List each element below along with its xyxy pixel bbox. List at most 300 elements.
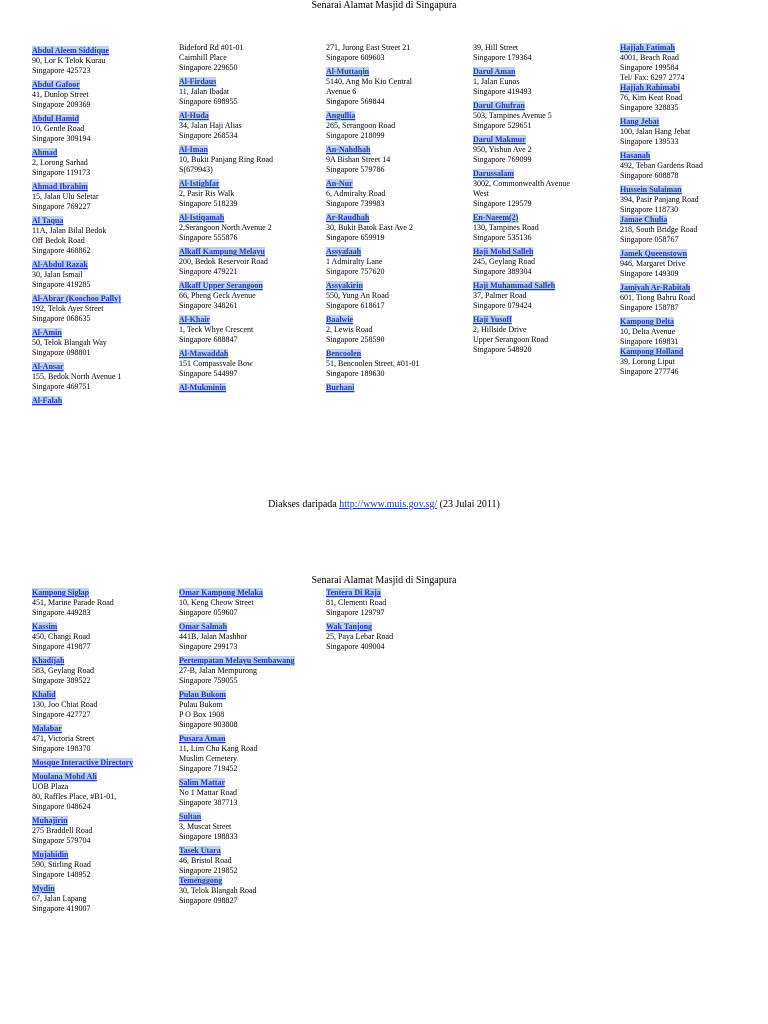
mosque-entry <box>179 622 295 652</box>
address-line: Singapore 198833 <box>179 832 238 841</box>
address-line: 6, Admiralty Road <box>326 189 386 198</box>
mosque-entry <box>179 145 273 175</box>
address-line: Singapore 535136 <box>473 233 532 242</box>
mosque-entry <box>326 43 420 63</box>
mosque-entry <box>32 816 133 846</box>
address-line: Singapore 098801 <box>32 348 91 357</box>
address-line: Singapore 229650 <box>179 63 238 72</box>
page-title: Senarai Alamat Masjid di Singapura <box>311 575 457 586</box>
mosque-link-mujahidin[interactable]: Mujahidin <box>32 850 69 859</box>
address-line: 1, Jalan Eunos <box>473 77 520 86</box>
address-line: Muslim Cemetery <box>179 754 237 763</box>
address-line: 90, Lor K Telok Kurau <box>32 56 106 65</box>
mosque-entry <box>473 213 570 243</box>
source-date: (23 Julai 2011) <box>439 499 500 510</box>
address-line: Singapore 189630 <box>326 369 385 378</box>
address-line: 30, Telok Blangah Road <box>179 886 257 895</box>
address-line: 590, Stirling Road <box>32 860 91 869</box>
address-line: Singapore 518239 <box>179 199 238 208</box>
address-line: 34, Jalan Haji Alias <box>179 121 242 130</box>
address-line: 2,Serangoon North Avenue 2 <box>179 223 272 232</box>
address-line: Singapore 129797 <box>326 608 385 617</box>
mosque-entry <box>473 169 570 209</box>
mosque-link-mosque-interactive-directory[interactable]: Mosque Interactive Directory <box>32 758 134 767</box>
mosque-entry <box>179 588 295 618</box>
address-line: 583, Geylang Road <box>32 666 94 675</box>
mosque-link-al-abrar-koochoo-pally[interactable]: Al-Abrar (Koochoo Pally) <box>32 294 121 303</box>
address-line: Singapore 219852 <box>179 866 238 875</box>
mosque-entry <box>179 812 295 842</box>
mosque-link-muhajirin[interactable]: Muhajirin <box>32 816 68 825</box>
mosque-link-kampong-delta[interactable]: Kampong Delta <box>620 317 674 326</box>
address-line: Singapore 098827 <box>179 896 238 905</box>
source-prefix: Diakses daripada <box>268 499 337 510</box>
mosque-link-ahmad-ibrahim[interactable]: Ahmad Ibrahim <box>32 182 88 191</box>
mosque-link-temenggong[interactable]: Temenggong <box>179 876 223 885</box>
address-line: Upper Serangoon Road <box>473 335 549 344</box>
address-line: 2, Pasir Ris Walk <box>179 189 235 198</box>
address-line: Singapore 209369 <box>32 100 91 109</box>
mosque-link-pulau-bukom[interactable]: Pulau Bukom <box>179 690 226 699</box>
address-line: Singapore 389522 <box>32 676 91 685</box>
mosque-entry <box>620 215 703 245</box>
address-line: 192, Telok Ayer Street <box>32 304 104 313</box>
mosque-link-malabar[interactable]: Malabar <box>32 724 62 733</box>
source-note <box>0 499 768 511</box>
mosque-entry <box>473 281 570 311</box>
address-line: Singapore 299173 <box>179 642 238 651</box>
mosque-entry <box>179 43 273 73</box>
address-line: 100, Jalan Hang Jebat <box>620 127 691 136</box>
address-line: Singapore 698955 <box>179 97 238 106</box>
address-line: 11, Lim Chu Kang Road <box>179 744 258 753</box>
address-line: 37, Palmer Road <box>473 291 527 300</box>
mosque-entry <box>620 43 703 83</box>
address-line: 155, Bedok North Avenue 1 <box>32 372 122 381</box>
address-line: Singapore 618617 <box>326 301 385 310</box>
mosque-link-omar-kampong-melaka[interactable]: Omar Kampong Melaka <box>179 588 263 597</box>
column <box>179 588 295 906</box>
address-line: Singapore 277746 <box>620 367 679 376</box>
mosque-entry <box>473 43 570 63</box>
address-line: Singapore 328835 <box>620 103 679 112</box>
address-line: Singapore 449283 <box>32 608 91 617</box>
address-line: 946, Margaret Drive <box>620 259 686 268</box>
address-line: No 1 Mattar Road <box>179 788 237 797</box>
column <box>620 43 703 377</box>
address-line: 4001, Beach Road <box>620 53 679 62</box>
mosque-entry <box>32 46 121 76</box>
source-link[interactable]: http://www.muis.gov.sg/ <box>339 499 438 510</box>
mosque-link-abdul-aleem-siddique[interactable]: Abdul Aleem Siddique <box>32 46 109 55</box>
mosque-link-kampong-siglap[interactable]: Kampong Siglap <box>32 588 90 597</box>
address-line: Singapore 268534 <box>179 131 238 140</box>
mosque-link-jamiyah-ar-rabitah[interactable]: Jamiyah Ar-Rabitah <box>620 283 691 292</box>
mosque-link-darul-ghufran[interactable]: Darul Ghufran <box>473 101 525 110</box>
mosque-link-hajjah-rahimabi[interactable]: Hajjah Rahimabi <box>620 83 680 92</box>
address-line: Singapore 158787 <box>620 303 679 312</box>
mosque-link-kampong-holland[interactable]: Kampong Holland <box>620 347 684 356</box>
mosque-entry <box>473 101 570 131</box>
address-line: West <box>473 189 489 198</box>
address-line: Singapore 409004 <box>326 642 385 651</box>
mosque-link-burhani[interactable]: Burhani <box>326 383 355 392</box>
address-line: Singapore 529651 <box>473 121 532 130</box>
address-line: 66, Pheng Geck Avenue <box>179 291 256 300</box>
mosque-link-al-abdul-razak[interactable]: Al-Abdul Razak <box>32 260 88 269</box>
address-line: 81, Clementi Road <box>326 598 387 607</box>
mosque-link-assyafaah[interactable]: Assyafaah <box>326 247 362 256</box>
mosque-link-baalwie[interactable]: Baalwie <box>326 315 354 324</box>
address-line: Singapore 148952 <box>32 870 91 879</box>
address-line: Singapore 348261 <box>179 301 238 310</box>
mosque-link-darul-aman[interactable]: Darul Aman <box>473 67 516 76</box>
mosque-entry <box>32 260 121 290</box>
mosque-entry <box>32 622 133 652</box>
mosque-entry <box>473 135 570 165</box>
address-line: 151 Compassvale Bow <box>179 359 253 368</box>
address-line: 25, Paya Lebar Road <box>326 632 394 641</box>
address-line: Singapore 129579 <box>473 199 532 208</box>
mosque-entry <box>326 349 420 379</box>
address-line: Cairnhill Place <box>179 53 227 62</box>
mosque-link-al-amin[interactable]: Al-Amin <box>32 328 62 337</box>
address-line: 265, Serangoon Road <box>326 121 396 130</box>
mosque-link-al-mawaddah[interactable]: Al-Mawaddah <box>179 349 229 358</box>
mosque-link-sultan[interactable]: Sultan <box>179 812 202 821</box>
address-line: 10, Delta Avenue <box>620 327 676 336</box>
mosque-link-khadijah[interactable]: Khadijah <box>32 656 65 665</box>
mosque-entry <box>620 317 703 347</box>
mosque-entry <box>179 213 273 243</box>
mosque-link-hajjah-fatimah[interactable]: Hajjah Fatimah <box>620 43 675 52</box>
mosque-link-haji-mohd-salleh[interactable]: Haji Mohd Salleh <box>473 247 534 256</box>
mosque-entry <box>326 67 420 107</box>
mosque-entry <box>179 179 273 209</box>
address-line: 130, Tampines Road <box>473 223 539 232</box>
address-line: Singapore 903808 <box>179 720 238 729</box>
address-line: Bideford Rd #01-01 <box>179 43 244 52</box>
column <box>326 43 420 393</box>
address-line: Singapore 609603 <box>326 53 385 62</box>
address-line: UOB Plaza <box>32 782 69 791</box>
address-line: Singapore 579786 <box>326 165 385 174</box>
mosque-entry <box>620 347 703 377</box>
mosque-entry <box>326 588 393 618</box>
address-line: 271, Jurong East Street 21 <box>326 43 411 52</box>
address-line: 1 Admiralty Lane <box>326 257 383 266</box>
mosque-entry <box>179 734 295 774</box>
address-line: 30, Bukit Batok East Ave 2 <box>326 223 413 232</box>
mosque-entry <box>32 884 133 914</box>
address-line: 3002, Commonwealth Avenue <box>473 179 570 188</box>
address-line: Singapore 068635 <box>32 314 91 323</box>
mosque-entry <box>179 656 295 686</box>
mosque-link-jamek-queenstown[interactable]: Jamek Queenstown <box>620 249 687 258</box>
address-line: Pulau Bukom <box>179 700 223 709</box>
mosque-entry <box>620 283 703 313</box>
mosque-link-al-falah[interactable]: Al-Falah <box>32 396 63 405</box>
mosque-link-hasanah[interactable]: Hasanah <box>620 151 651 160</box>
address-line: Off Bedok Road <box>32 236 85 245</box>
address-line: 441B, Jalan Mashhor <box>179 632 248 641</box>
mosque-entry <box>473 315 570 355</box>
mosque-link-alkaff-kampung-melayu[interactable]: Alkaff Kampung Melayu <box>179 247 265 256</box>
mosque-entry <box>179 690 295 730</box>
mosque-entry <box>326 383 420 393</box>
address-line: Singapore 548920 <box>473 345 532 354</box>
mosque-entry <box>326 213 420 243</box>
address-line: Singapore 757620 <box>326 267 385 276</box>
mosque-link-darussalam[interactable]: Darussalam <box>473 169 514 178</box>
address-line: Singapore 419877 <box>32 642 91 651</box>
address-line: Singapore 169831 <box>620 337 679 346</box>
address-line: Singapore 419007 <box>32 904 91 913</box>
mosque-entry <box>620 117 703 147</box>
mosque-link-tasek-utara[interactable]: Tasek Utara <box>179 846 221 855</box>
mosque-link-ahmad[interactable]: Ahmad <box>32 148 58 157</box>
address-line: 10, Gentle Road <box>32 124 85 133</box>
page-title: Senarai Alamat Masjid di Singapura <box>311 0 457 11</box>
mosque-entry <box>326 281 420 311</box>
address-line: 2, Lewis Road <box>326 325 373 334</box>
address-line: 451, Marine Parade Road <box>32 598 114 607</box>
address-line: 39, Lorong Liput <box>620 357 675 366</box>
mosque-link-al-istighfar[interactable]: Al-Istighfar <box>179 179 220 188</box>
mosque-link-pusara-aman[interactable]: Pusara Aman <box>179 734 226 743</box>
mosque-entry <box>179 315 273 345</box>
mosque-entry <box>473 247 570 277</box>
address-line: 450, Changi Road <box>32 632 90 641</box>
address-line: S(679943) <box>179 165 213 174</box>
mosque-entry <box>32 656 133 686</box>
mosque-entry <box>326 179 420 209</box>
mosque-entry <box>179 383 273 393</box>
address-line: 76, Kim Keat Road <box>620 93 683 102</box>
address-line: Singapore 258590 <box>326 335 385 344</box>
mosque-link-hang-jebat[interactable]: Hang Jebat <box>620 117 660 126</box>
address-line: 46, Bristol Road <box>179 856 232 865</box>
address-line: 50, Telok Blangah Way <box>32 338 107 347</box>
address-line: Singapore 425723 <box>32 66 91 75</box>
address-line: 3, Muscat Street <box>179 822 232 831</box>
address-line: 51, Bencoolen Street, #01-01 <box>326 359 420 368</box>
mosque-link-an-nahdhah[interactable]: An-Nahdhah <box>326 145 371 154</box>
address-line: 601, Tiong Bahru Road <box>620 293 696 302</box>
address-line: Singapore 058767 <box>620 235 679 244</box>
mosque-link-al-firdaus[interactable]: Al-Firdaus <box>179 77 217 86</box>
mosque-link-abdul-hamid[interactable]: Abdul Hamid <box>32 114 79 123</box>
mosque-link-en-naeem-2[interactable]: En-Naeem(2) <box>473 213 519 222</box>
address-line: 492, Teban Gardens Road <box>620 161 703 170</box>
address-line: Singapore 149309 <box>620 269 679 278</box>
mosque-entry <box>32 588 133 618</box>
mosque-link-haji-muhammad-salleh[interactable]: Haji Muhammad Salleh <box>473 281 556 290</box>
mosque-entry <box>620 83 703 113</box>
mosque-link-khalid[interactable]: Khalid <box>32 690 56 699</box>
mosque-link-bencoolen[interactable]: Bencoolen <box>326 349 362 358</box>
address-line: Singapore 199584 <box>620 63 679 72</box>
mosque-link-al-iman[interactable]: Al-Iman <box>179 145 208 154</box>
address-line: 11, Jalan Ibadat <box>179 87 230 96</box>
mosque-entry <box>620 185 703 215</box>
mosque-entry <box>32 114 121 144</box>
mosque-link-darul-makmur[interactable]: Darul Makmur <box>473 135 526 144</box>
mosque-entry <box>620 249 703 279</box>
address-line: 275 Braddell Road <box>32 826 93 835</box>
column <box>32 43 121 406</box>
mosque-link-al-muttaqin[interactable]: Al-Muttaqin <box>326 67 370 76</box>
address-line: Singapore 179364 <box>473 53 532 62</box>
address-line: 1, Teck Whye Crescent <box>179 325 254 334</box>
mosque-link-tentera-di-raja[interactable]: Tentera Di Raja <box>326 588 381 597</box>
mosque-entry <box>326 622 393 652</box>
address-line: Singapore 419285 <box>32 280 91 289</box>
address-line: Singapore 139533 <box>620 137 679 146</box>
mosque-entry <box>32 724 133 754</box>
mosque-entry <box>32 80 121 110</box>
address-line: 67, Jalan Lapang <box>32 894 87 903</box>
mosque-entry <box>326 247 420 277</box>
address-line: 5140, Ang Mo Kio Central <box>326 77 412 86</box>
address-line: Singapore 389304 <box>473 267 532 276</box>
mosque-link-wak-tanjong[interactable]: Wak Tanjong <box>326 622 373 631</box>
address-line: 9A Bishan Street 14 <box>326 155 391 164</box>
mosque-entry <box>32 148 121 178</box>
mosque-link-an-nur[interactable]: An-Nur <box>326 179 353 188</box>
mosque-link-assyakirin[interactable]: Assyakirin <box>326 281 363 290</box>
address-line: 39, Hill Street <box>473 43 519 52</box>
mosque-link-haji-yusoff[interactable]: Haji Yusoff <box>473 315 512 324</box>
address-line: 10, Bukit Panjang Ring Road <box>179 155 273 164</box>
mosque-link-jamae-chulia[interactable]: Jamae Chulia <box>620 215 668 224</box>
mosque-entry <box>32 850 133 880</box>
mosque-entry <box>32 294 121 324</box>
address-line: 41, Dunlop Street <box>32 90 89 99</box>
address-line: Singapore 198370 <box>32 744 91 753</box>
mosque-entry <box>326 111 420 141</box>
page-2 <box>0 568 768 1024</box>
address-line: Singapore 739983 <box>326 199 385 208</box>
address-line: Singapore 579704 <box>32 836 91 845</box>
mosque-entry <box>32 396 121 406</box>
column <box>179 43 273 393</box>
address-line: Singapore 118730 <box>620 205 679 214</box>
mosque-entry <box>32 758 133 768</box>
address-line: 27-B, Jalan Mempurong <box>179 666 257 675</box>
mosque-link-al-taqua[interactable]: Al Taqua <box>32 216 64 225</box>
address-line: 10, Keng Cheow Street <box>179 598 254 607</box>
mosque-entry <box>620 151 703 181</box>
address-line: Singapore 218099 <box>326 131 385 140</box>
mosque-link-moulana-mohd-ali[interactable]: Moulana Mohd Ali <box>32 772 97 781</box>
mosque-entry <box>179 77 273 107</box>
mosque-link-al-khair[interactable]: Al-Khair <box>179 315 211 324</box>
address-line: 394, Pasir Panjang Road <box>620 195 699 204</box>
address-line: Singapore 059607 <box>179 608 238 617</box>
address-line: Singapore 719452 <box>179 764 238 773</box>
address-line: Tel/ Fax: 6297 2774 <box>620 73 685 82</box>
mosque-entry <box>32 362 121 392</box>
address-line: Singapore 387713 <box>179 798 238 807</box>
address-line: 245, Geylang Road <box>473 257 535 266</box>
address-line: Singapore 469751 <box>32 382 91 391</box>
column <box>326 588 393 652</box>
mosque-link-al-ansar[interactable]: Al-Ansar <box>32 362 64 371</box>
mosque-entry <box>179 846 295 876</box>
address-line: 503, Tampines Avenue 5 <box>473 111 552 120</box>
address-line: Singapore 544997 <box>179 369 238 378</box>
address-line: 2, Lorong Sarhad <box>32 158 88 167</box>
mosque-link-ar-raudhah[interactable]: Ar-Raudhah <box>326 213 370 222</box>
address-line: Singapore 479221 <box>179 267 238 276</box>
mosque-link-abdul-gafoor[interactable]: Abdul Gafoor <box>32 80 80 89</box>
address-line: 200, Bedok Reservoir Road <box>179 257 268 266</box>
mosque-link-salim-mattar[interactable]: Salim Mattar <box>179 778 225 787</box>
mosque-link-mydin[interactable]: Mydin <box>32 884 55 893</box>
address-line: 2, Hillside Drive <box>473 325 527 334</box>
address-line: Singapore 659919 <box>326 233 385 242</box>
mosque-entry <box>179 247 273 277</box>
mosque-entry <box>32 328 121 358</box>
mosque-link-hussein-sulaiman[interactable]: Hussein Sulaiman <box>620 185 682 194</box>
mosque-link-omar-salmah[interactable]: Omar Salmah <box>179 622 228 631</box>
address-line: Singapore 608878 <box>620 171 679 180</box>
mosque-entry <box>32 182 121 212</box>
mosque-entry <box>473 67 570 97</box>
address-line: Singapore 759055 <box>179 676 238 685</box>
address-line: 218, South Bridge Road <box>620 225 698 234</box>
address-line: 30, Jalan Ismail <box>32 270 83 279</box>
address-line: Singapore 309194 <box>32 134 91 143</box>
address-line: Singapore 427727 <box>32 710 91 719</box>
column <box>32 588 133 914</box>
mosque-entry <box>32 772 133 812</box>
address-line: Singapore 419493 <box>473 87 532 96</box>
address-line: 471, Victoria Street <box>32 734 95 743</box>
address-line: 950, Yishun Ave 2 <box>473 145 532 154</box>
address-line: 80, Raffles Place, #B1-01, <box>32 792 117 801</box>
address-line: 550, Yung An Road <box>326 291 389 300</box>
address-line: Singapore 119173 <box>32 168 91 177</box>
address-line: Singapore 688847 <box>179 335 238 344</box>
address-line: Singapore 555876 <box>179 233 238 242</box>
address-line: Singapore 468862 <box>32 246 91 255</box>
address-line: 15, Jalan Ulu Seletar <box>32 192 99 201</box>
mosque-link-angullia[interactable]: Angullia <box>326 111 356 120</box>
address-line: Singapore 569844 <box>326 97 385 106</box>
mosque-link-al-istiqamah[interactable]: Al-Istiqamah <box>179 213 225 222</box>
mosque-link-al-huda[interactable]: Al-Huda <box>179 111 209 120</box>
address-line: Singapore 048624 <box>32 802 91 811</box>
mosque-link-kassim[interactable]: Kassim <box>32 622 58 631</box>
mosque-entry <box>326 315 420 345</box>
address-line: Avenue 6 <box>326 87 357 96</box>
mosque-entry <box>179 281 273 311</box>
address-line: Singapore 769099 <box>473 155 532 164</box>
address-line: P O Box 1908 <box>179 710 225 719</box>
mosque-entry <box>32 690 133 720</box>
mosque-entry <box>179 876 295 906</box>
mosque-entry <box>179 111 273 141</box>
mosque-entry <box>179 349 273 379</box>
mosque-link-alkaff-upper-serangoon[interactable]: Alkaff Upper Serangoon <box>179 281 263 290</box>
address-line: 11A, Jalan Bilal Bedok <box>32 226 107 235</box>
address-line: Singapore 079424 <box>473 301 532 310</box>
mosque-entry <box>32 216 121 256</box>
mosque-link-al-mukminin[interactable]: Al-Mukminin <box>179 383 227 392</box>
mosque-link-pertempatan-melayu-sembawang[interactable]: Pertempatan Melayu Sembawang <box>179 656 295 665</box>
